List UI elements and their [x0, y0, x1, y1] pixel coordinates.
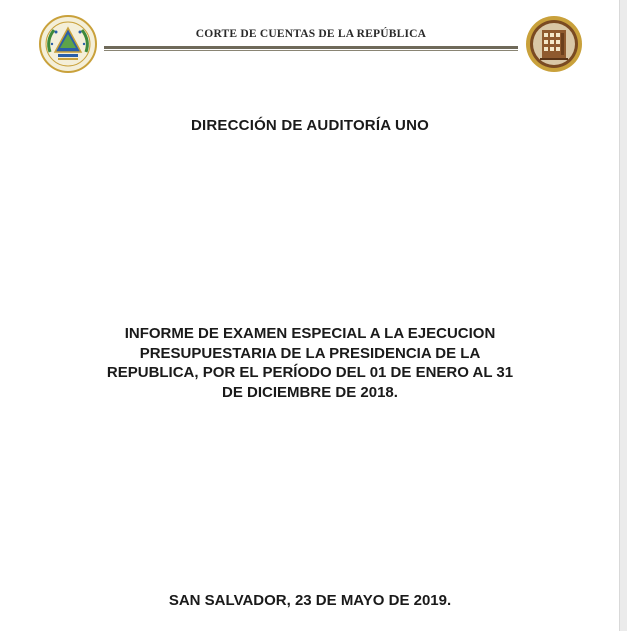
institution-name: CORTE DE CUENTAS DE LA REPÚBLICA	[195, 28, 427, 40]
header-rule	[104, 46, 518, 52]
report-title-line: PRESUPUESTARIA DE LA PRESIDENCIA DE LA	[139, 344, 481, 362]
report-title-line: REPUBLICA, POR EL PERÍODO DEL 01 DE ENERO AL 31	[106, 364, 514, 381]
department-heading: DIRECCIÓN DE AUDITORÍA UNO	[191, 117, 429, 134]
el-salvador-coat-of-arms-icon	[38, 14, 98, 74]
letterhead	[38, 14, 584, 78]
place-and-date: SAN SALVADOR, 23 DE MAYO DE 2019.	[168, 592, 452, 609]
report-title-line: INFORME DE EXAMEN ESPECIAL A LA EJECUCION	[124, 325, 496, 342]
report-title	[60, 324, 560, 402]
report-title-line: DE DICIEMBRE DE 2018.	[222, 383, 398, 401]
page-edge	[619, 0, 627, 631]
corte-de-cuentas-building-seal-icon	[524, 14, 584, 74]
